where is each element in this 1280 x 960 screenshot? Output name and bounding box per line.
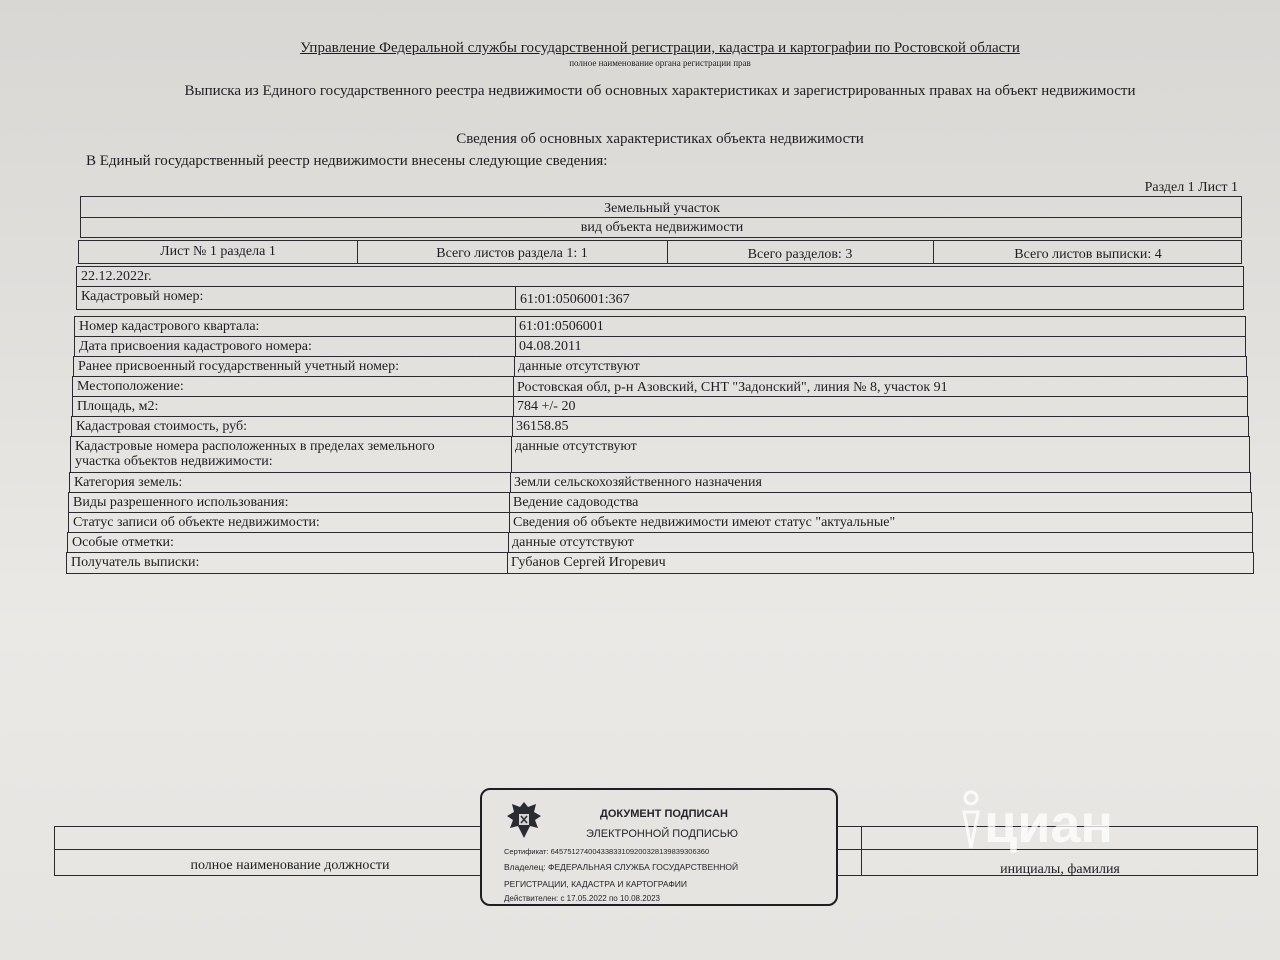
stamp-line-2: ЭЛЕКТРОННОЙ ПОДПИСЬЮ [586,828,739,840]
row-value: данные отсутствуют [518,359,640,374]
intro-text: В Единый государственный реестр недвижимости внесены следующие сведения: [86,153,608,169]
row-value: 784 +/- 20 [517,399,576,414]
row-label: Дата присвоения кадастрового номера: [79,339,312,354]
stamp-owner-2: РЕГИСТРАЦИИ, КАДАСТРА И КАРТОГРАФИИ [504,879,687,889]
sheet-number: Лист № 1 раздела 1 [160,244,276,259]
total-sections: Всего разделов: 3 [747,247,853,262]
agency-caption: полное наименование органа регистрации прав [569,58,751,68]
table-row [67,532,1253,552]
row-value: 36158.85 [516,419,569,434]
row-label: Получатель выписки: [71,555,200,570]
row-value: Сведения об объекте недвижимости имеют статус "актуальные" [513,515,896,530]
cadastral-number-label: Кадастровый номер: [81,289,204,304]
object-type: Земельный участок [604,201,720,216]
table-row [68,512,1253,532]
row-value: 04.08.2011 [519,339,582,354]
row-label: Местоположение: [77,379,184,394]
position-caption: полное наименование должности [190,858,390,873]
table-row [71,416,1249,436]
table-row [72,376,1248,396]
watermark-brand: циан [984,794,1114,854]
table-row [69,472,1251,492]
object-type-box [80,196,1242,238]
section-title: Сведения об основных характеристиках объекта недвижимости [456,131,864,147]
row-label: Кадастровые номера расположенных в пределах земельного [75,439,435,454]
row-label: Особые отметки: [72,535,174,550]
row-label-continued: участка объектов недвижимости: [75,454,273,469]
row-value: Ведение садоводства [513,495,639,510]
section-sheet-label: Раздел 1 Лист 1 [1144,180,1238,195]
electronic-signature-stamp [480,788,838,906]
stamp-line-1: ДОКУМЕНТ ПОДПИСАН [600,808,728,820]
row-label: Виды разрешенного использования: [73,495,289,510]
stamp-validity: Действителен: с 17.05.2022 по 10.08.2023 [504,894,660,903]
agency-name: Управление Федеральной службы государственной регистрации, кадастра и картографии по Ростовской области [300,40,1020,56]
stamp-certificate: Сертификат: 64575127400433833109200328139839306360 [504,847,710,856]
watermark-logo [956,788,1156,878]
row-label: Ранее присвоенный государственный учетный номер: [78,359,400,374]
object-type-caption: вид объекта недвижимости [580,220,744,235]
name-caption: инициалы, фамилия [1000,862,1120,877]
row-label: Кадастровая стоимость, руб: [76,419,247,434]
table-row [68,492,1252,512]
table-row [74,336,1246,356]
total-sheets-extract: Всего листов выписки: 4 [1014,247,1162,262]
stamp-owner-1: Владелец: ФЕДЕРАЛЬНАЯ СЛУЖБА ГОСУДАРСТВЕННОЙ [504,862,739,872]
document-title: Выписка из Единого государственного реестра недвижимости об основных характеристиках и зарегистрированных правах на объект недвижимости [184,83,1136,99]
row-label: Категория земель: [74,475,183,490]
sheet-info-row [78,240,1242,264]
total-sheets-section: Всего листов раздела 1: 1 [436,246,588,261]
location-pin-icon [960,790,982,850]
row-label: Номер кадастрового квартала: [79,319,260,334]
cadastral-number-value: 61:01:0506001:367 [520,292,630,307]
row-value: Земли сельскохозяйственного назначения [514,475,762,490]
row-value: данные отсутствуют [512,535,634,550]
table-row [70,436,1250,472]
date-cadastral-block [76,266,1244,310]
table-row [66,552,1254,574]
row-value: Ростовская обл, р-н Азовский, СНТ "Задонский", линия № 8, участок 91 [517,380,948,395]
table-row [74,316,1246,336]
table-row [72,396,1248,416]
extract-date: 22.12.2022г. [81,269,152,284]
table-row [73,356,1247,376]
row-label: Площадь, м2: [77,399,159,414]
row-label: Статус записи об объекте недвижимости: [73,515,320,530]
row-value: 61:01:0506001 [519,319,604,334]
coat-of-arms-icon [504,798,544,842]
row-value: Губанов Сергей Игоревич [511,555,666,570]
row-value: данные отсутствуют [515,439,637,454]
